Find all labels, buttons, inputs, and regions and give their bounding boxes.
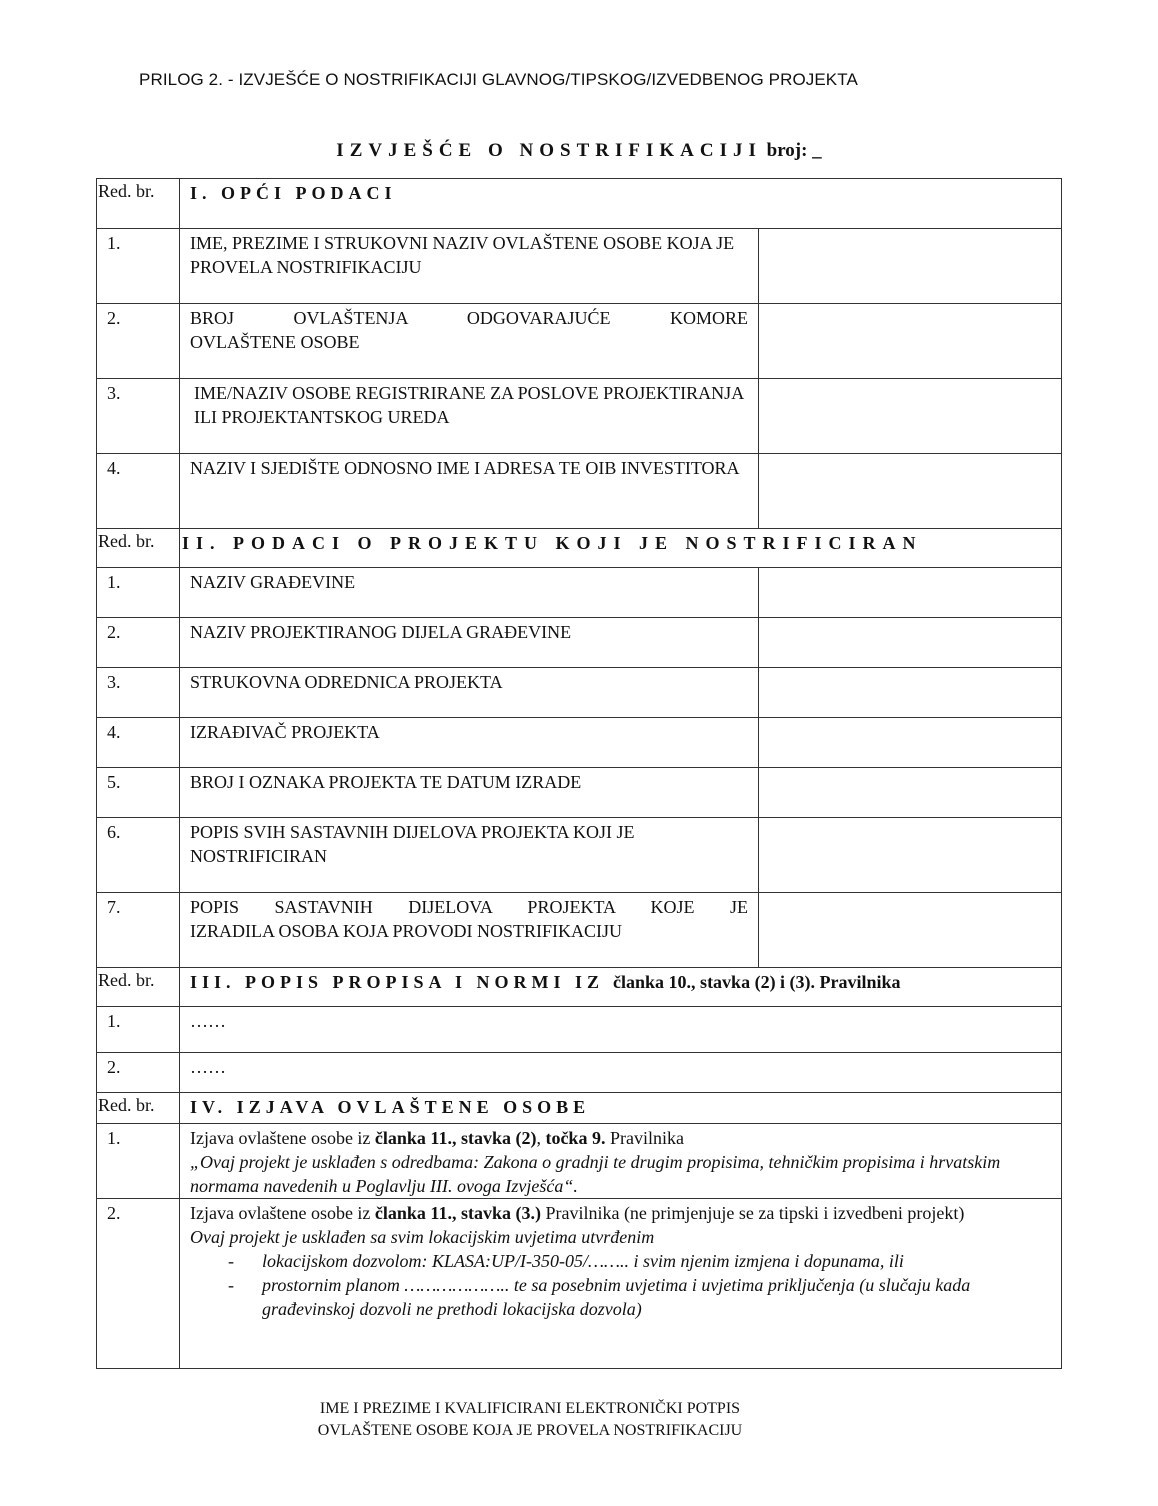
document-title-main: IZVJEŠĆE O NOSTRIFIKACIJI xyxy=(336,140,762,161)
table-row xyxy=(97,1007,1062,1053)
red-br-header: Red. br. xyxy=(97,1093,180,1124)
row-label: IZRAĐIVAČ PROJEKTA xyxy=(180,718,759,768)
row-number: 3. xyxy=(97,379,180,454)
table-row xyxy=(97,454,1062,529)
red-br-header: Red. br. xyxy=(97,179,180,229)
row-value-field[interactable] xyxy=(759,454,1062,529)
row-label: POPIS SASTAVNIH DIJELOVA PROJEKTA KOJE JE IZRADILA OSOBA KOJA PROVODI NOSTRIFIKACIJU xyxy=(180,893,759,968)
table-row xyxy=(97,379,1062,454)
row-number: 1. xyxy=(97,1124,180,1199)
red-br-header: Red. br. xyxy=(97,529,180,568)
row-number: 6. xyxy=(97,818,180,893)
annex-heading: PRILOG 2. - IZVJEŠĆE O NOSTRIFIKACIJI GLAVNOG/TIPSKOG/IZVEDBENOG PROJEKTA xyxy=(139,70,858,89)
section-header-row xyxy=(97,529,1062,568)
table-row xyxy=(97,718,1062,768)
document-title xyxy=(0,140,1158,162)
section-header-row xyxy=(97,968,1062,1007)
table-row xyxy=(97,818,1062,893)
row-value-field[interactable] xyxy=(759,893,1062,968)
table-row xyxy=(97,1199,1062,1369)
row-label: IME/NAZIV OSOBE REGISTRIRANE ZA POSLOVE PROJEKTIRANJA ILI PROJEKTANTSKOG UREDA xyxy=(180,379,759,454)
statement-2-text: Ovaj projekt je usklađen sa svim lokacijskim uvjetima utvrđenim xyxy=(190,1227,655,1247)
row-value-field[interactable] xyxy=(759,568,1062,618)
table-row xyxy=(97,768,1062,818)
row-label: POPIS SVIH SASTAVNIH DIJELOVA PROJEKTA KOJI JE NOSTRIFICIRAN xyxy=(180,818,759,893)
row-value-field[interactable] xyxy=(759,768,1062,818)
red-br-header: Red. br. xyxy=(97,968,180,1007)
row-number: 7. xyxy=(97,893,180,968)
row-number: 4. xyxy=(97,454,180,529)
signature-block xyxy=(0,1398,1060,1442)
table-row xyxy=(97,668,1062,718)
list-item: - lokacijskom dozvolom: KLASA:UP/I-350-05/…….. i svim njenim izmjena i dopunama, ili xyxy=(190,1249,1051,1273)
regulation-entry: …… xyxy=(180,1053,1062,1093)
row-value-field[interactable] xyxy=(759,229,1062,304)
row-number: 5. xyxy=(97,768,180,818)
row-label: NAZIV I SJEDIŠTE ODNOSNO IME I ADRESA TE OIB INVESTITORA xyxy=(180,454,759,529)
table-row xyxy=(97,618,1062,668)
table-row xyxy=(97,1124,1062,1199)
row-value-field[interactable] xyxy=(759,818,1062,893)
section-title: IV. IZJAVA OVLAŠTENE OSOBE xyxy=(180,1093,1062,1124)
row-number: 3. xyxy=(97,668,180,718)
row-number: 1. xyxy=(97,229,180,304)
statement-2 xyxy=(180,1199,1062,1369)
section-title: III. POPIS PROPISA I NORMI IZ članka 10., stavka (2) i (3). Pravilnika xyxy=(180,968,1062,1007)
row-label: IME, PREZIME I STRUKOVNI NAZIV OVLAŠTENE OSOBE KOJA JE PROVELA NOSTRIFIKACIJU xyxy=(180,229,759,304)
row-value-field[interactable] xyxy=(759,668,1062,718)
list-item: - prostornim planom ……………….. te sa posebnim uvjetima i uvjetima priključenja (u slučaju kada građevinskoj dozvoli ne prethodi lokacijska dozvola) xyxy=(190,1273,1051,1321)
row-label: NAZIV GRAĐEVINE xyxy=(180,568,759,618)
row-label: NAZIV PROJEKTIRANOG DIJELA GRAĐEVINE xyxy=(180,618,759,668)
section-header-row xyxy=(97,179,1062,229)
row-value-field[interactable] xyxy=(759,718,1062,768)
row-number: 2. xyxy=(97,618,180,668)
signature-line-2: OVLAŠTENE OSOBE KOJA JE PROVELA NOSTRIFIKACIJU xyxy=(317,1422,743,1439)
statement-2-intro: Izjava ovlaštene osobe iz članka 11., stavka (3.) Pravilnika (ne primjenjuje se za tipski i izvedbeni projekt) xyxy=(190,1203,965,1223)
row-number: 1. xyxy=(97,568,180,618)
row-label: BROJ I OZNAKA PROJEKTA TE DATUM IZRADE xyxy=(180,768,759,818)
statement-1-intro: Izjava ovlaštene osobe iz članka 11., stavka (2), točka 9. Pravilnika xyxy=(190,1128,684,1148)
table-row xyxy=(97,893,1062,968)
row-number: 2. xyxy=(97,304,180,379)
row-number: 4. xyxy=(97,718,180,768)
table-row xyxy=(97,304,1062,379)
table-row xyxy=(97,1053,1062,1093)
row-value-field[interactable] xyxy=(759,379,1062,454)
section-header-row xyxy=(97,1093,1062,1124)
section-title: II. PODACI O PROJEKTU KOJI JE NOSTRIFICIRAN xyxy=(180,529,1062,568)
row-value-field[interactable] xyxy=(759,618,1062,668)
table-row xyxy=(97,229,1062,304)
row-number: 1. xyxy=(97,1007,180,1053)
row-number: 2. xyxy=(97,1053,180,1093)
document-number: broj: _ xyxy=(761,140,822,161)
report-form-table xyxy=(96,178,1062,1369)
regulation-entry: …… xyxy=(180,1007,1062,1053)
statement-2-list xyxy=(190,1249,1051,1321)
statement-1-quote: „Ovaj projekt je usklađen s odredbama: Zakona o gradnji te drugim propisima, tehničkim propisima i hrvatskim normama navedenih u Poglavlju III. ovoga Izvješća“. xyxy=(190,1152,1001,1196)
row-value-field[interactable] xyxy=(759,304,1062,379)
table-row xyxy=(97,568,1062,618)
signature-line-1: IME I PREZIME I KVALIFICIRANI ELEKTRONIČKI POTPIS xyxy=(319,1400,741,1417)
row-number: 2. xyxy=(97,1199,180,1369)
row-label: BROJ OVLAŠTENJA ODGOVARAJUĆE KOMORE OVLAŠTENE OSOBE xyxy=(180,304,759,379)
row-label: STRUKOVNA ODREDNICA PROJEKTA xyxy=(180,668,759,718)
section-title: I. OPĆI PODACI xyxy=(180,179,1062,229)
statement-1 xyxy=(180,1124,1062,1199)
